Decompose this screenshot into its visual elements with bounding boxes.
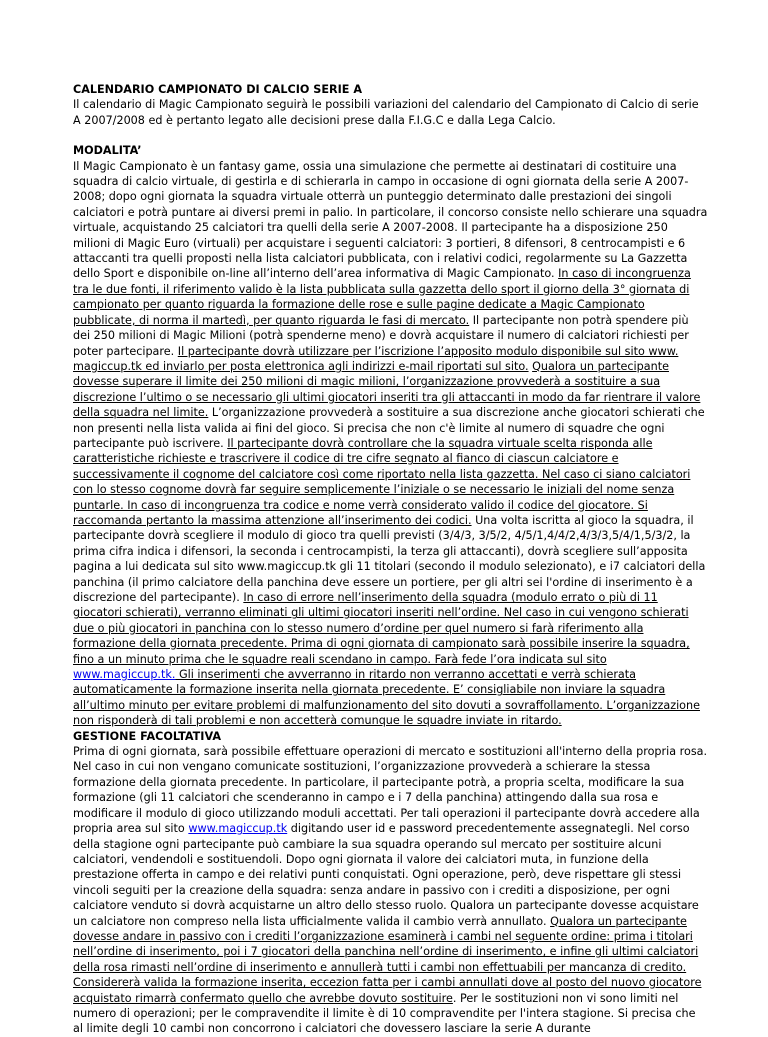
modalita-paragraph bbox=[73, 159, 708, 729]
calendario-heading: CALENDARIO CAMPIONATO DI CALCIO SERIE A bbox=[73, 83, 362, 96]
gestione-heading: GESTIONE FACOLTATIVA bbox=[73, 729, 221, 743]
modalita-underlined-2: Il partecipante dovrà utilizzare per l’iscrizione l’apposito modulo disponibile sul sito www. magiccup.tk ed inviarlo per posta elettronica agli indirizzi e-mail riportati sul sito. bbox=[73, 344, 679, 373]
modalita-heading: MODALITA’ bbox=[73, 144, 142, 158]
gestione-underlined-1: Qualora un partecipante dovesse andare in passivo con i crediti l’organizzazione esaminerà i cambi nel seguente ordine: prima i titolari nell’ordine di inserimento, poi i 7 giocatori della panchina nell’ordine di inserimento, e infine gli ultimi calciatori della rosa rimasti nell’ordine di inserimento e annullerà tutti i cambi non effettuabili per mancanza di credito. Considererà valida la formazione inserita, eccezion fatta per i cambi annullati dove al posto del nuovo giocatore acquistato rimarrà confermato quello che avrebbe dovuto sostituire bbox=[73, 914, 702, 1005]
modalita-underlined-4: Il partecipante dovrà controllare che la squadra virtuale scelta risponda alle caratteristiche richieste e trascrivere il codice di tre cifre segnato al fianco di ciascun calciatore e successivamente il cognome del calciatore così come riportato nella lista gazzetta. Nel caso ci siano calciatori con lo stesso cognome dovrà far seguire semplicemente l’iniziale o se necessario le iniziali del nome senza puntarle. In caso di incongruenza tra codice e nome verrà considerato valido il codice del giocatore. Si raccomanda pertanto la massima attenzione all’inserimento dei codici. bbox=[73, 436, 691, 527]
gestione-paragraph bbox=[73, 744, 708, 1037]
modalita-text-5: Una volta iscritta al gioco la squadra, il partecipante dovrà scegliere il modulo di gioco tra quelli previsti (3/4/3, 3/5/2, 4/5/1,4/4/2,4/3/3,5/4/1,5/3/2, la prima cifra indica i difensori, la seconda i centrocampisti, la terza gli attaccanti), dovrà scegliere sull’apposita pagina a lui dedicata sul sito www.magiccup.tk gli 11 titolari (secondo il modulo selezionato), e i7 calciatori della panchina (il primo calciatore della panchina deve essere un portiere, per gli altri sei l'ordine di inserimento è a discrezione del partecipante). bbox=[73, 513, 706, 604]
modalita-underlined-1: In caso di incongruenza tra le due fonti, il riferimento valido è la lista pubblicata sulla gazzetta dello sport il giorno della 3° giornata di campionato per quanto riguarda la formazione delle rose e sulle pagine dedicate a Magic Campionato pubblicate, di norma il martedì, per quanto riguarda le fasi di mercato. bbox=[73, 267, 691, 327]
modalita-underlined-6: Gli inserimenti che avverranno in ritardo non verranno accettati e verrà schierata automaticamente la formazione inserita nella giornata precedente. E’ consigliabile non inviare la squadra all’ultimo minuto per evitare problemi di malfunzionamento del sito dovuti a sovraffollamento. L’organizzazione non risponderà di tali problemi e non accetterà comunque le squadre inviate in ritardo. bbox=[73, 668, 700, 728]
gestione-text-3: . Per le sostituzioni non vi sono limiti nel numero di operazioni; per le compravendite il limite è di 10 compravendite per l'intera stagione. Si precisa che al limite degli 10 cambi non concorrono i calciatori che dovessero lasciare la serie A durante bbox=[73, 991, 696, 1036]
magiccup-link[interactable]: www.magiccup.tk bbox=[188, 822, 288, 836]
modalita-text-4: L’organizzazione provvederà a sostituire a sua discrezione anche giocatori schierati che non presenti nella lista valida ai fini del gioco. Si precisa che non c'è limite al numero di squadre che ogni partecipante può iscrivere. bbox=[73, 406, 705, 450]
gestione-text-1: Prima di ogni giornata, sarà possibile effettuare operazioni di mercato e sostituzioni all'interno della propria rosa. Nel caso in cui non vengano comunicate sostituzioni, l’organizzazione provvederà a schierare la stessa formazione della giornata precedente. In particolare, il partecipante potrà, a propria scelta, modificare la sua formazione (gli 11 calciatori che scenderanno in campo e i 7 della panchina) attingendo dalla sua rosa e modificare il modulo di gioco utilizzando moduli accettati. Per tali operazioni il partecipante dovrà accedere alla propria area sul sito bbox=[73, 745, 708, 836]
modalita-text-1: Il Magic Campionato è un fantasy game, ossia una simulazione che permette ai destinatari di costituire una squadra di calcio virtuale, di gestirla e di schierarla in campo in occasione di ogni giornata della serie A 2007-2008; dopo ogni giornata la squadra virtuale otterrà un punteggio determinato dalle prestazioni dei singoli calciatori e potrà puntare ai diversi premi in palio. In particolare, il concorso consiste nello schierare una squadra virtuale, acquistando 25 calciatori tra quelli della serie A 2007-2008. Il partecipante ha a disposizione 250 milioni di Magic Euro (virtuali) per acquistare i seguenti calciatori: 3 portieri, 8 difensori, 8 centrocampisti e 6 attaccanti tra quelli proposti nella lista calciatori pubblicata, con i relativi codici, regolarmente su La Gazzetta dello Sport e disponibile on-line all’interno dell’area informativa di Magic Campionato. bbox=[73, 159, 708, 281]
section-gap bbox=[73, 128, 708, 143]
magiccup-link[interactable]: www.magiccup.tk. bbox=[73, 668, 176, 682]
modalita-text-2: Il partecipante non potrà spendere più dei 250 milioni di Magic Milioni (potrà spenderne meno) e dovrà acquistare il numero di calciatori richiesti per poter partecipare. bbox=[73, 313, 689, 358]
gestione-text-2: digitando user id e password precedentemente assegnategli. Nel corso della stagione ogni partecipante può cambiare la sua squadra operando sul mercato per sostituire alcuni calciatori, vendendoli e sostituendoli. Dopo ogni giornata il valore dei calciatori muta, in funzione della prestazione offerta in campo e dei relativi punti conquistati. Ogni operazione, però, deve rispettare gli stessi vincoli seguiti per la creazione della squadra: senza andare in passivo con i crediti a disposizione, per ogni calciatore venduto si dovrà acquistarne un altro dello stesso ruolo. Qualora un partecipante dovesse acquistare un calciatore non compreso nella lista ufficialmente valida il cambio verrà annullato. bbox=[73, 822, 699, 928]
modalita-underlined-3: Qualora un partecipante dovesse superare il limite dei 250 milioni di magic milioni, l’organizzazione provvederà a sostituire a sua discrezione l’ultimo o se necessario gli ultimi giocatori inseriti tra gli attaccanti in modo da far rientrare il valore della squadra nel limite. bbox=[73, 359, 701, 420]
calendario-paragraph: Il calendario di Magic Campionato seguirà le possibili variazioni del calendario del Campionato di Calcio di serie A 2007/2008 ed è pertanto legato alle decisioni prese dalla F.I.G.C e dalla Lega Calcio. bbox=[73, 98, 699, 127]
modalita-underlined-5: In caso di errore nell’inserimento della squadra (modulo errato o più di 11 giocatori schierati), verranno eliminati gli ultimi giocatori inseriti nell’ordine. Nel caso in cui vengono schierati due o più giocatori in panchina con lo stesso numero d’ordine per quel numero si farà riferimento alla formazione della giornata precedente. Prima di ogni giornata di campionato sarà possibile inserire la squadra, fino a un minuto prima che le squadre reali scendano in campo. Farà fede l’ora indicata sul sito bbox=[73, 591, 690, 666]
